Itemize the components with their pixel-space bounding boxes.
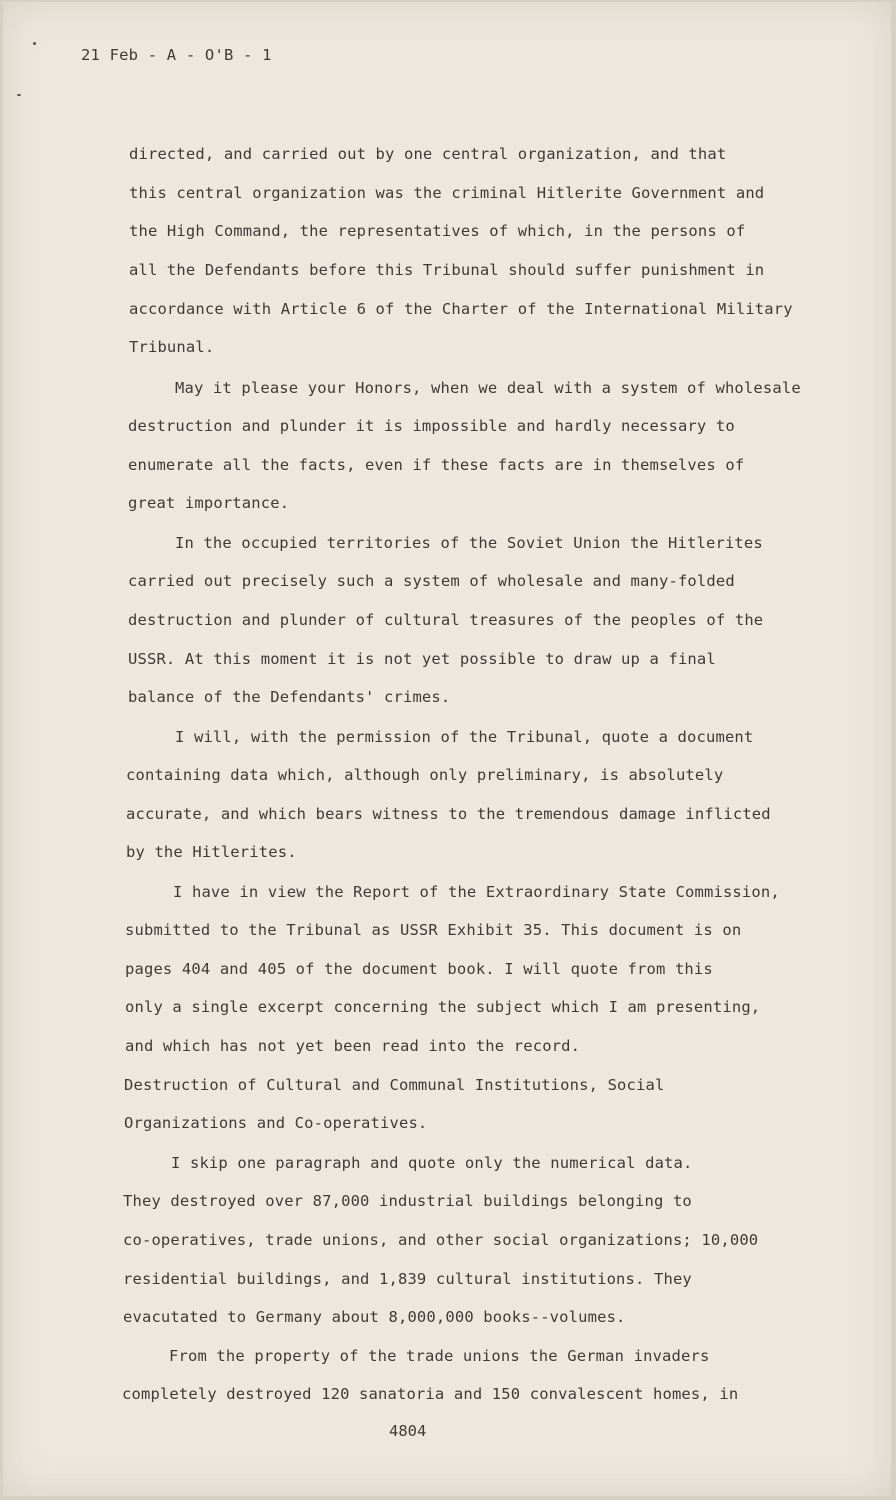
text-line: directed, and carried out by one central organization, and that [129, 145, 727, 163]
text-line: Tribunal. [129, 338, 215, 356]
section-heading: Destruction of Cultural and Communal Institutions, Social [124, 1076, 665, 1094]
text-line: USSR. At this moment it is not yet possible to draw up a final [128, 650, 716, 668]
text-line: I have in view the Report of the Extraordinary State Commission, [173, 883, 780, 901]
document-page [3, 2, 891, 1496]
text-line: enumerate all the facts, even if these facts are in themselves of [128, 456, 745, 474]
text-line: May it please your Honors, when we deal with a system of wholesale [175, 379, 801, 397]
page-number: 4804 [389, 1422, 427, 1440]
text-line: this central organization was the criminal Hitlerite Government and [129, 184, 765, 202]
text-line: submitted to the Tribunal as USSR Exhibit 35. This document is on [125, 921, 742, 939]
text-line: They destroyed over 87,000 industrial buildings belonging to [123, 1192, 692, 1210]
text-line: balance of the Defendants' crimes. [128, 688, 451, 706]
text-line: completely destroyed 120 sanatoria and 150 convalescent homes, in [122, 1385, 739, 1403]
text-line: I skip one paragraph and quote only the numerical data. [171, 1154, 693, 1172]
text-line: carried out precisely such a system of wholesale and many-folded [128, 572, 735, 590]
text-line: the High Command, the representatives of which, in the persons of [129, 222, 746, 240]
text-line: great importance. [128, 494, 290, 512]
text-line: accurate, and which bears witness to the tremendous damage inflicted [126, 805, 771, 823]
text-line: destruction and plunder it is impossible and hardly necessary to [128, 417, 735, 435]
paper-speck [17, 94, 21, 96]
text-line: all the Defendants before this Tribunal should suffer punishment in [129, 261, 765, 279]
paper-speck [33, 42, 36, 45]
text-line: co-operatives, trade unions, and other social organizations; 10,000 [123, 1231, 759, 1249]
page-reference: 21 Feb - A - O'B - 1 [81, 46, 272, 64]
text-line: pages 404 and 405 of the document book. I will quote from this [125, 960, 713, 978]
text-line: by the Hitlerites. [126, 843, 297, 861]
text-line: residential buildings, and 1,839 cultural institutions. They [123, 1270, 692, 1288]
text-line: In the occupied territories of the Soviet Union the Hitlerites [175, 534, 763, 552]
text-line: I will, with the permission of the Tribunal, quote a document [175, 728, 754, 746]
text-line: and which has not yet been read into the record. [125, 1037, 581, 1055]
text-line: containing data which, although only preliminary, is absolutely [126, 766, 724, 784]
text-line: only a single excerpt concerning the subject which I am presenting, [125, 998, 761, 1016]
text-line: destruction and plunder of cultural treasures of the peoples of the [128, 611, 764, 629]
text-line: From the property of the trade unions the German invaders [169, 1347, 710, 1365]
text-line: accordance with Article 6 of the Charter of the International Military [129, 300, 793, 318]
section-heading: Organizations and Co-operatives. [124, 1114, 428, 1132]
text-line: evacutated to Germany about 8,000,000 books--volumes. [123, 1308, 626, 1326]
